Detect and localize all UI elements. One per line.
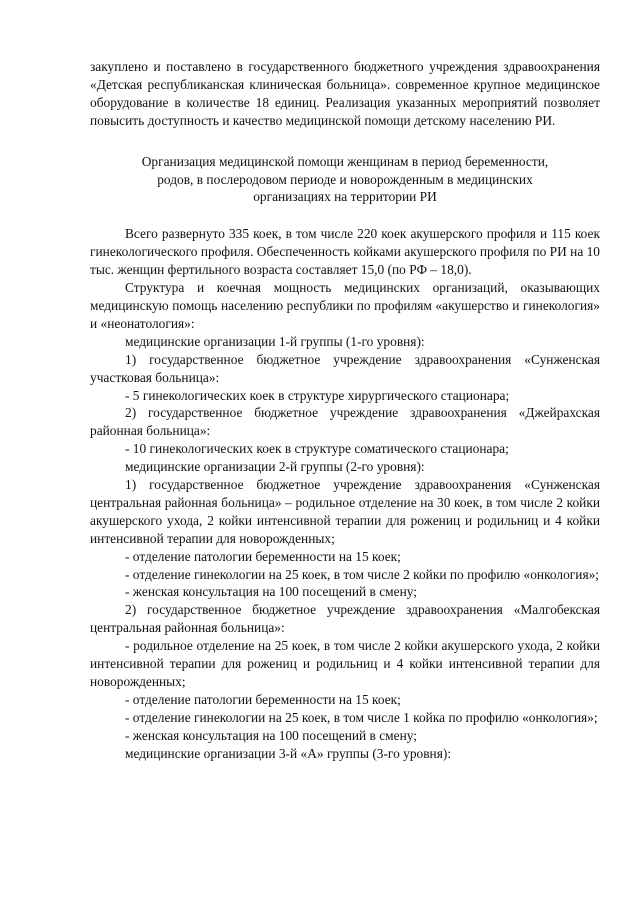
- body-paragraph: - родильное отделение на 25 коек, в том числе 2 койки акушерского ухода, 2 койки интенсивной терапии для рожениц и родильниц и 4 койки интенсивной терапии для новорожденных;: [90, 638, 600, 689]
- section-heading: [90, 153, 600, 207]
- body-paragraph: медицинские организации 2-й группы (2-го уровня):: [125, 459, 425, 475]
- body-paragraph: Структура и коечная мощность медицинских организаций, оказывающих медицинскую помощь населению республики по профилям «акушерство и гинекология» и «неонатология»:: [90, 280, 600, 331]
- body-paragraph: - женская консультация на 100 посещений в смену;: [125, 727, 417, 743]
- body-paragraph: - отделение патологии беременности на 15 коек;: [125, 548, 401, 564]
- body-paragraph: - отделение гинекологии на 25 коек, в том числе 1 койка по профилю «онкология»;: [125, 709, 598, 725]
- body-paragraph: 1) государственное бюджетное учреждение здравоохранения «Сунженская центральная районная больница» – родильное отделение на 30 коек, в том числе 2 койки акушерского ухода, 2 койки интенсивной терапии для рожениц и родильниц и 4 койки интенсивной терапии для новорожденных;: [90, 477, 600, 546]
- body-paragraph: 2) государственное бюджетное учреждение здравоохранения «Джейрахская районная больница»:: [90, 405, 600, 439]
- body-paragraph: - 5 гинекологических коек в структуре хирургического стационара;: [125, 387, 510, 403]
- intro-paragraph: закуплено и поставлено в государственного бюджетного учреждения здравоохранения «Детская республиканская клиническая больница». современное крупное медицинское оборудование в количестве 18 единиц. Реализация указанных мероприятий позволяет повысить доступность и качество медицинской помощи детскому населению РИ.: [90, 59, 600, 128]
- body-paragraph: - отделение патологии беременности на 15 коек;: [125, 691, 401, 707]
- body-paragraph: медицинские организации 3-й «А» группы (3-го уровня):: [125, 745, 452, 761]
- heading-line: родов, в послеродовом периоде и новорожденным в медицинских: [157, 171, 533, 187]
- heading-line: организациях на территории РИ: [253, 189, 437, 205]
- body-paragraph: - 10 гинекологических коек в структуре соматического стационара;: [125, 441, 509, 457]
- body-paragraph: Всего развернуто 335 коек, в том числе 220 коек акушерского профиля и 115 коек гинекологического профиля. Обеспеченность койками акушерского профиля по РИ на 10 тыс. женщин фертильного возраста составляет 15,0 (по РФ – 18,0).: [90, 226, 600, 278]
- body-paragraph: 2) государственное бюджетное учреждение здравоохранения «Малгобекская центральная районная больница»:: [90, 602, 600, 636]
- heading-line: Организация медицинской помощи женщинам в период беременности,: [141, 153, 549, 169]
- body-paragraph: - женская консультация на 100 посещений в смену;: [125, 584, 417, 600]
- body-paragraph: - отделение гинекологии на 25 коек, в том числе 2 койки по профилю «онкология»;: [125, 566, 600, 582]
- body-paragraph: медицинские организации 1-й группы (1-го уровня):: [125, 333, 425, 349]
- body-paragraph: 1) государственное бюджетное учреждение здравоохранения «Сунженская участковая больница»:: [90, 351, 600, 385]
- body-text: [90, 225, 600, 762]
